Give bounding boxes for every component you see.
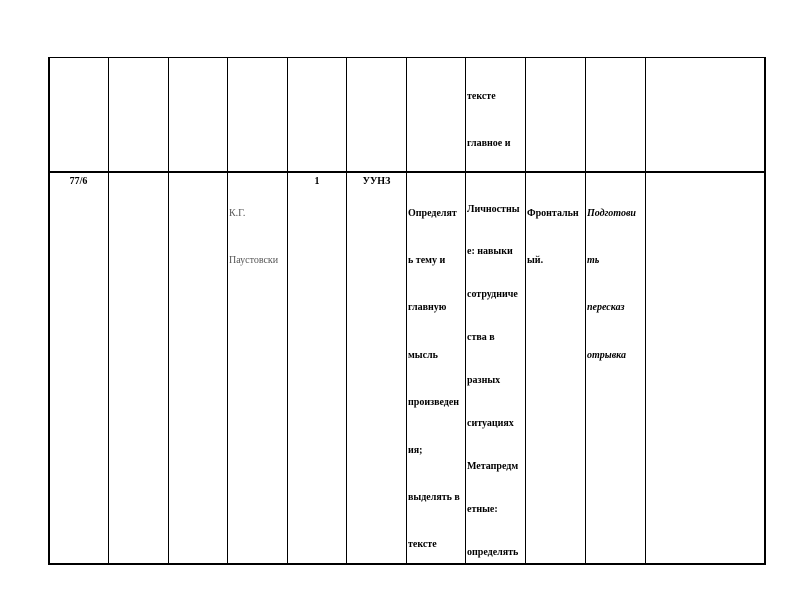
text-line: Личностны	[467, 203, 520, 215]
author-line: К.Г.	[229, 207, 246, 219]
text-line: разных	[467, 375, 501, 387]
activity-form	[527, 174, 584, 300]
table-bottom-border	[48, 563, 766, 565]
lesson-number: 77/6	[69, 176, 88, 187]
column-border	[108, 57, 109, 565]
column-border	[168, 57, 169, 565]
lesson-hours: 1	[314, 176, 320, 187]
row-divider	[48, 171, 766, 173]
text-line: сотрудниче	[467, 289, 518, 301]
text-line: тексте	[467, 90, 496, 102]
column-border	[287, 57, 288, 565]
text-line: главную	[408, 302, 447, 314]
text-line: Фронтальн	[527, 207, 579, 219]
text-line: мысль	[408, 349, 438, 361]
text-line: ситуациях	[467, 418, 514, 430]
planned-results	[467, 174, 524, 563]
text-line: определять	[467, 546, 519, 558]
column-border	[227, 57, 228, 565]
text-line: Подготови	[587, 207, 636, 219]
column-border	[645, 57, 646, 565]
text-line: главное и	[467, 137, 511, 149]
text-line: Определят	[408, 207, 457, 219]
table-top-border	[48, 57, 766, 58]
column-border	[48, 57, 50, 565]
text-line: ь тему и	[408, 254, 446, 266]
text-line: е: навыки	[467, 246, 513, 258]
text-line: пересказ	[587, 302, 625, 314]
text-line: ый.	[527, 254, 544, 266]
text-line: ть	[587, 254, 600, 266]
column-border	[525, 57, 526, 565]
lesson-type: УУНЗ	[362, 176, 391, 187]
text-line: ства в	[467, 332, 495, 344]
text-line: ия;	[408, 444, 423, 456]
lesson-topic	[229, 174, 286, 284]
text-line: отрывка	[587, 349, 627, 361]
column-border	[465, 57, 466, 565]
text-line: произведен	[408, 397, 460, 409]
author-line: Паустовски	[229, 254, 279, 266]
column-border	[346, 57, 347, 565]
text-line: тексте	[408, 539, 437, 551]
column-border	[585, 57, 586, 565]
text-line: етные:	[467, 503, 498, 515]
lesson-goals	[408, 174, 465, 563]
column-border	[406, 57, 407, 565]
column-border	[764, 57, 766, 565]
text-line: выделять в	[408, 491, 460, 503]
text-line: Метапредм	[467, 460, 519, 472]
homework	[587, 174, 644, 395]
row1-goals-continuation	[467, 57, 524, 171]
